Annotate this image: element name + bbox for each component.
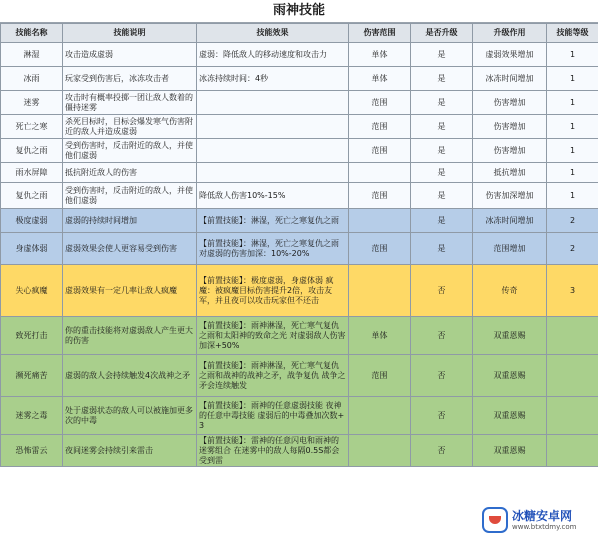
skill-effect: 【前置技能】：雨神淋湿，死亡寒气复仇之雨和太阳神的致命之光 对虚弱敌人伤害加深+50% [197,317,349,355]
skill-name: 身虚体弱 [1,233,63,265]
skill-desc: 虚弱效果有一定几率让敌人疯魔 [63,265,197,317]
skill-effect: 虚弱：降低敌人的移动速度和攻击力 [197,43,349,67]
skill-upgrade: 是 [411,139,473,163]
skill-range: 范围 [349,183,411,209]
skill-range: 范围 [349,115,411,139]
skill-effect [197,163,349,183]
table-row [1,355,598,397]
skill-effect [197,139,349,163]
skill-effect: 冰冻持续时间：4秒 [197,67,349,91]
skill-effect: 降低敌人伤害10%-15% [197,183,349,209]
skill-name: 迷雾之毒 [1,397,63,435]
skill-level [547,355,598,397]
skill-desc: 抵抗附近敌人的伤害 [63,163,197,183]
skill-desc: 攻击造成虚弱 [63,43,197,67]
header-name: 技能名称 [1,24,63,43]
page-title: 雨神技能 [0,0,598,23]
skill-upgrade-effect: 双重恩赐 [473,317,547,355]
skill-upgrade: 是 [411,67,473,91]
skill-range: 单体 [349,43,411,67]
skill-effect [197,91,349,115]
skill-table [0,23,598,467]
skill-range: 范围 [349,91,411,115]
skill-name: 致死打击 [1,317,63,355]
watermark-name: 冰糖安卓网 [512,508,573,523]
skill-level: 2 [547,209,598,233]
table-row [1,317,598,355]
table-row [1,435,598,467]
header-range: 伤害范围 [349,24,411,43]
skill-upgrade-effect: 冰冻时间增加 [473,209,547,233]
skill-desc: 夜间迷雾会持续引来雷击 [63,435,197,467]
table-row [1,183,598,209]
skill-upgrade-effect: 伤害增加 [473,115,547,139]
table-row [1,163,598,183]
skill-range [349,265,411,317]
table-header-row [1,24,598,43]
table-row [1,233,598,265]
skill-desc: 受到伤害时，反击附近的敌人，并使他们虚弱 [63,139,197,163]
skill-upgrade-effect: 范围增加 [473,233,547,265]
skill-upgrade: 是 [411,91,473,115]
skill-level [547,435,598,467]
skill-name: 雨水屏障 [1,163,63,183]
header-upgrade: 是否升级 [411,24,473,43]
skill-name: 濒死痛苦 [1,355,63,397]
skill-level: 3 [547,265,598,317]
skill-upgrade-effect: 双重恩赐 [473,397,547,435]
skill-upgrade: 是 [411,163,473,183]
skill-effect: 【前置技能】：雨神淋湿，死亡寒气复仇之雨和战神的战神之矛，战争复仇 战争之矛会连续触发 [197,355,349,397]
skill-name: 复仇之雨 [1,139,63,163]
skill-range: 单体 [349,317,411,355]
skill-desc: 虚弱的持续时间增加 [63,209,197,233]
skill-upgrade: 否 [411,397,473,435]
skill-upgrade-effect: 伤害增加 [473,139,547,163]
skill-effect: 【前置技能】：淋湿，死亡之寒复仇之雨 对虚弱的伤害加深：10%-20% [197,233,349,265]
skill-upgrade-effect: 冰冻时间增加 [473,67,547,91]
skill-effect: 【前置技能】：雷神的任意闪电和雨神的迷雾组合 在迷雾中的敌人每隔0.5S都会受到雷 [197,435,349,467]
skill-name: 恐怖雷云 [1,435,63,467]
skill-range [349,209,411,233]
skill-range: 范围 [349,139,411,163]
header-effect: 技能效果 [197,24,349,43]
skill-name: 冰雨 [1,67,63,91]
skill-level: 1 [547,91,598,115]
skill-range [349,163,411,183]
skill-name: 淋湿 [1,43,63,67]
skill-effect: 【前置技能】：极度虚弱，身虚体弱 疯魔：被疯魔目标伤害提升2倍，攻击友军，并且夜可以攻击玩家但不还击 [197,265,349,317]
skill-range: 单体 [349,67,411,91]
skill-desc: 攻击时有概率投掷一团让敌人数着的僵持迷雾 [63,91,197,115]
table-row [1,265,598,317]
skill-upgrade: 是 [411,115,473,139]
table-row [1,115,598,139]
table-row [1,139,598,163]
skill-range: 范围 [349,233,411,265]
skill-level [547,317,598,355]
skill-level: 1 [547,67,598,91]
skill-level: 1 [547,139,598,163]
skill-name: 死亡之寒 [1,115,63,139]
skill-effect: 【前置技能】：雨神的任意虚弱技能 夜神的任意中毒技能 虚弱后的中毒叠加次数+3 [197,397,349,435]
skill-upgrade-effect: 双重恩赐 [473,435,547,467]
skill-upgrade: 否 [411,265,473,317]
skill-desc: 虚弱效果会使人更容易受到伤害 [63,233,197,265]
skill-upgrade-effect: 伤害增加 [473,91,547,115]
table-row [1,91,598,115]
skill-desc: 你的重击技能将对虚弱敌人产生更大的伤害 [63,317,197,355]
header-desc: 技能说明 [63,24,197,43]
skill-desc: 受到伤害时，反击附近的敌人，并使他们虚弱 [63,183,197,209]
skill-level: 1 [547,43,598,67]
skill-upgrade-effect: 双重恩赐 [473,355,547,397]
skill-level: 1 [547,115,598,139]
skill-upgrade-effect: 传奇 [473,265,547,317]
skill-upgrade: 是 [411,233,473,265]
skill-name: 迷雾 [1,91,63,115]
skill-desc: 杀死目标时，目标会爆发寒气伤害附近的敌人并造成虚弱 [63,115,197,139]
skill-level [547,397,598,435]
skill-upgrade: 否 [411,435,473,467]
skill-upgrade-effect: 抵抗增加 [473,163,547,183]
skill-upgrade: 否 [411,317,473,355]
skill-range: 范围 [349,355,411,397]
skill-name: 失心疯魔 [1,265,63,317]
table-row [1,209,598,233]
skill-level: 1 [547,183,598,209]
header-level: 技能等级 [547,24,598,43]
skill-effect: 【前置技能】：淋湿，死亡之寒复仇之雨 [197,209,349,233]
skill-upgrade-effect: 伤害加深增加 [473,183,547,209]
skill-desc: 玩家受到伤害后，冰冻攻击者 [63,67,197,91]
skill-name: 极度虚弱 [1,209,63,233]
skill-desc: 处于虚弱状态的敌人可以被施加更多次的中毒 [63,397,197,435]
skill-range [349,435,411,467]
skill-name: 复仇之雨 [1,183,63,209]
skill-upgrade-effect: 虚弱效果增加 [473,43,547,67]
skill-upgrade: 是 [411,43,473,67]
ice-cream-logo-icon [482,507,508,533]
table-row [1,67,598,91]
table-row [1,43,598,67]
skill-range [349,397,411,435]
skill-level: 1 [547,163,598,183]
watermark-url: www.btxtdmy.com [512,522,577,531]
skill-upgrade: 是 [411,183,473,209]
skill-upgrade: 是 [411,209,473,233]
header-upgrade-effect: 升级作用 [473,24,547,43]
skill-upgrade: 否 [411,355,473,397]
table-row [1,397,598,435]
skill-level: 2 [547,233,598,265]
skill-effect [197,115,349,139]
skill-desc: 虚弱的敌人会持续触发4次战神之矛 [63,355,197,397]
watermark [482,505,592,535]
